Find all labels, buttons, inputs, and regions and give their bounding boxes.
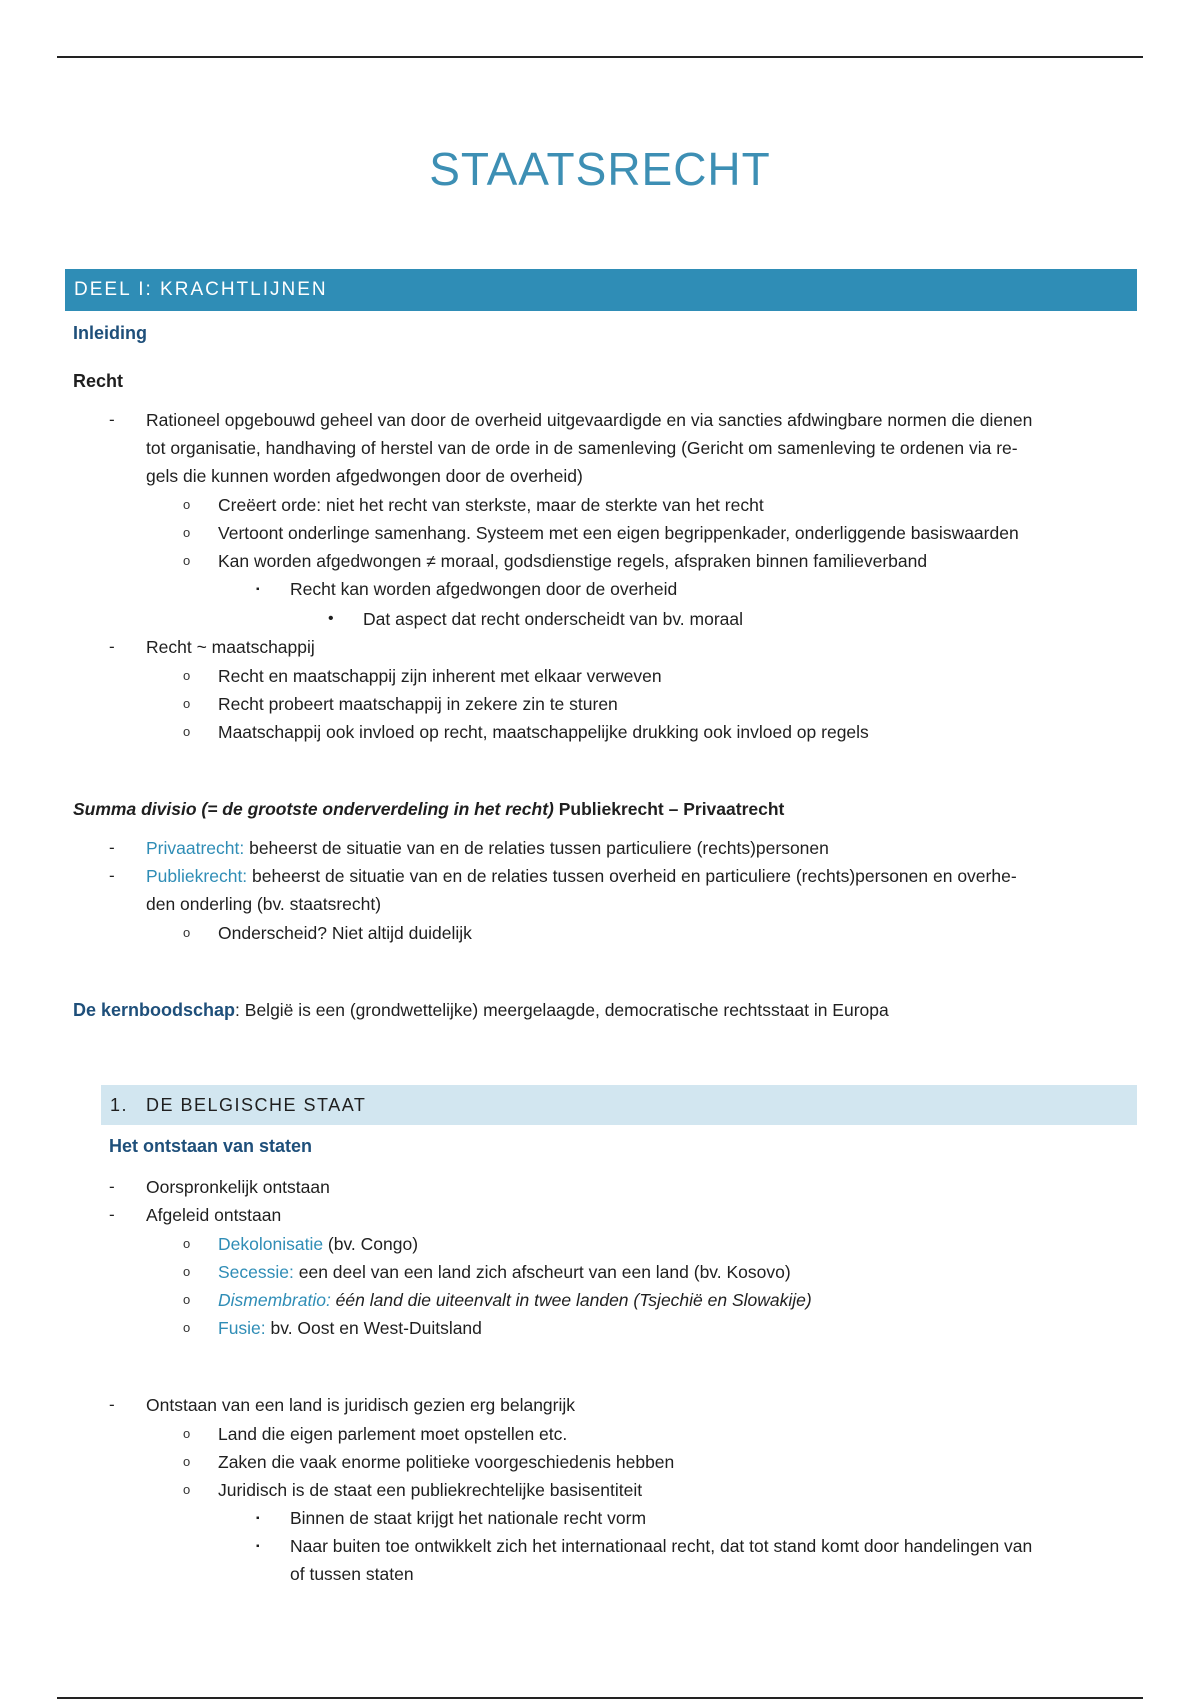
dekolonisatie-item xyxy=(218,1233,418,1255)
oorspronkelijk-ontstaan: Oorspronkelijk ontstaan xyxy=(146,1177,330,1197)
bullet-dash: - xyxy=(109,637,115,656)
bullet-circle: o xyxy=(183,497,191,512)
kernboodschap-text: : België is een (grondwettelijke) meergelaagde, democratische rechtsstaat in Europa xyxy=(235,1000,889,1020)
fusie-text: bv. Oost en West-Duitsland xyxy=(265,1318,482,1338)
secessie-label: Secessie: xyxy=(218,1262,294,1282)
bullet-square: ▪ xyxy=(256,1513,260,1524)
section-number: 1. xyxy=(110,1095,129,1115)
ontstaan-sub-3a: Binnen de staat krijgt het nationale recht vorm xyxy=(290,1508,647,1528)
bullet-circle: o xyxy=(183,925,191,940)
privaatrecht-text: beheerst de situatie van en de relaties tussen particuliere (rechts)personen xyxy=(244,838,829,858)
bullet-square: ▪ xyxy=(256,584,260,595)
publiekrecht-text-line2: den onderling (bv. staatsrecht) xyxy=(146,894,382,914)
privaatrecht-label: Privaatrecht: xyxy=(146,838,245,858)
bullet-circle: o xyxy=(183,1236,191,1251)
ontstaan-belangrijk: Ontstaan van een land is juridisch gezien erg belangrijk xyxy=(146,1395,576,1415)
bullet-dash: - xyxy=(109,838,115,857)
secessie-item xyxy=(218,1261,791,1283)
afgeleid-ontstaan: Afgeleid ontstaan xyxy=(146,1205,282,1225)
bullet-dash: - xyxy=(109,1177,115,1196)
kernboodschap xyxy=(73,999,889,1021)
bullet-circle: o xyxy=(183,1426,191,1441)
publiekrecht-text: beheerst de situatie van en de relaties tussen overheid en particuliere (rechts)personen en overhe- xyxy=(247,866,1017,886)
ontstaan-sub-1: Land die eigen parlement moet opstellen etc. xyxy=(218,1424,568,1444)
onderscheid: Onderscheid? Niet altijd duidelijk xyxy=(218,923,472,943)
summa-divisio-heading xyxy=(73,798,784,820)
bullet-circle: o xyxy=(183,1454,191,1469)
bullet-circle: o xyxy=(183,668,191,683)
top-rule xyxy=(57,56,1143,58)
summa-divisio-bold: Publiekrecht – Privaatrecht xyxy=(553,799,785,819)
bullet-circle: o xyxy=(183,1292,191,1307)
summa-divisio-italic: Summa divisio (= de grootste onderverdeling in het recht) xyxy=(73,799,554,819)
bullet-circle: o xyxy=(183,1320,191,1335)
bullet-dash: - xyxy=(109,1205,115,1224)
bullet-circle: o xyxy=(183,1482,191,1497)
bullet-dot: • xyxy=(328,610,334,627)
recht-maatschappij: Recht ~ maatschappij xyxy=(146,637,315,657)
publiekrecht-label: Publiekrecht: xyxy=(146,866,248,886)
bullet-circle: o xyxy=(183,525,191,540)
bullet-dash: - xyxy=(109,410,115,429)
ontstaan-sub-3b-line1: Naar buiten toe ontwikkelt zich het internationaal recht, dat tot stand komt door handelingen van xyxy=(290,1536,1033,1556)
dekolonisatie-label: Dekolonisatie xyxy=(218,1234,324,1254)
section-title: DE BELGISCHE STAAT xyxy=(146,1095,367,1115)
bullet-dash: - xyxy=(109,866,115,885)
secessie-text: een deel van een land zich afscheurt van een land (bv. Kosovo) xyxy=(293,1262,791,1282)
bullet-circle: o xyxy=(183,696,191,711)
recht-sub-3a: Recht kan worden afgedwongen door de overheid xyxy=(290,579,678,599)
bottom-rule xyxy=(57,1697,1143,1699)
bullet-circle: o xyxy=(183,724,191,739)
heading-ontstaan-van-staten: Het ontstaan van staten xyxy=(109,1136,313,1156)
ontstaan-sub-2: Zaken die vaak enorme politieke voorgeschiedenis hebben xyxy=(218,1452,675,1472)
fusie-item xyxy=(218,1317,482,1339)
ontstaan-sub-3b-line2: of tussen staten xyxy=(290,1564,414,1584)
bullet-circle: o xyxy=(183,553,191,568)
maatschappij-1: Recht en maatschappij zijn inherent met elkaar verweven xyxy=(218,666,662,686)
dismembratio-item xyxy=(218,1289,812,1311)
recht-definition-line2: tot organisatie, handhaving of herstel van de orde in de samenleving (Gericht om samenleving te ordenen via re- xyxy=(146,438,1018,458)
bullet-dash: - xyxy=(109,1395,115,1414)
dismembratio-label: Dismembratio: xyxy=(218,1290,331,1310)
maatschappij-3: Maatschappij ook invloed op recht, maatschappelijke drukking ook invloed op regels xyxy=(218,722,869,742)
maatschappij-2: Recht probeert maatschappij in zekere zin te sturen xyxy=(218,694,618,714)
heading-recht: Recht xyxy=(73,371,124,391)
dismembratio-text: één land die uiteenvalt in twee landen (Tsjechië en Slowakije) xyxy=(330,1290,812,1310)
publiekrecht-item xyxy=(146,865,1017,887)
bullet-square: ▪ xyxy=(256,1541,260,1552)
section-header-belgische-staat xyxy=(101,1085,1137,1125)
bullet-circle: o xyxy=(183,1264,191,1279)
dekolonisatie-text: (bv. Congo) xyxy=(323,1234,419,1254)
privaatrecht-item xyxy=(146,837,829,859)
kernboodschap-label: De kernboodschap xyxy=(73,1000,236,1020)
recht-definition-line3: gels die kunnen worden afgedwongen door de overheid) xyxy=(146,466,583,486)
recht-sub-3a-i: Dat aspect dat recht onderscheidt van bv. moraal xyxy=(363,609,744,629)
recht-sub-1: Creëert orde: niet het recht van sterkste, maar de sterkte van het recht xyxy=(218,495,764,515)
fusie-label: Fusie: xyxy=(218,1318,266,1338)
part-header: DEEL I: KRACHTLIJNEN xyxy=(65,269,1137,311)
recht-definition-line1: Rationeel opgebouwd geheel van door de overheid uitgevaardigde en via sancties afdwingbare normen die dienen xyxy=(146,410,1033,430)
recht-sub-3: Kan worden afgedwongen ≠ moraal, godsdienstige regels, afspraken binnen familieverband xyxy=(218,551,928,571)
document-title: STAATSRECHT xyxy=(429,143,771,195)
recht-sub-2: Vertoont onderlinge samenhang. Systeem met een eigen begrippenkader, onderliggende basiswaarden xyxy=(218,523,1019,543)
ontstaan-sub-3: Juridisch is de staat een publiekrechtelijke basisentiteit xyxy=(218,1480,643,1500)
heading-inleiding: Inleiding xyxy=(73,323,147,343)
